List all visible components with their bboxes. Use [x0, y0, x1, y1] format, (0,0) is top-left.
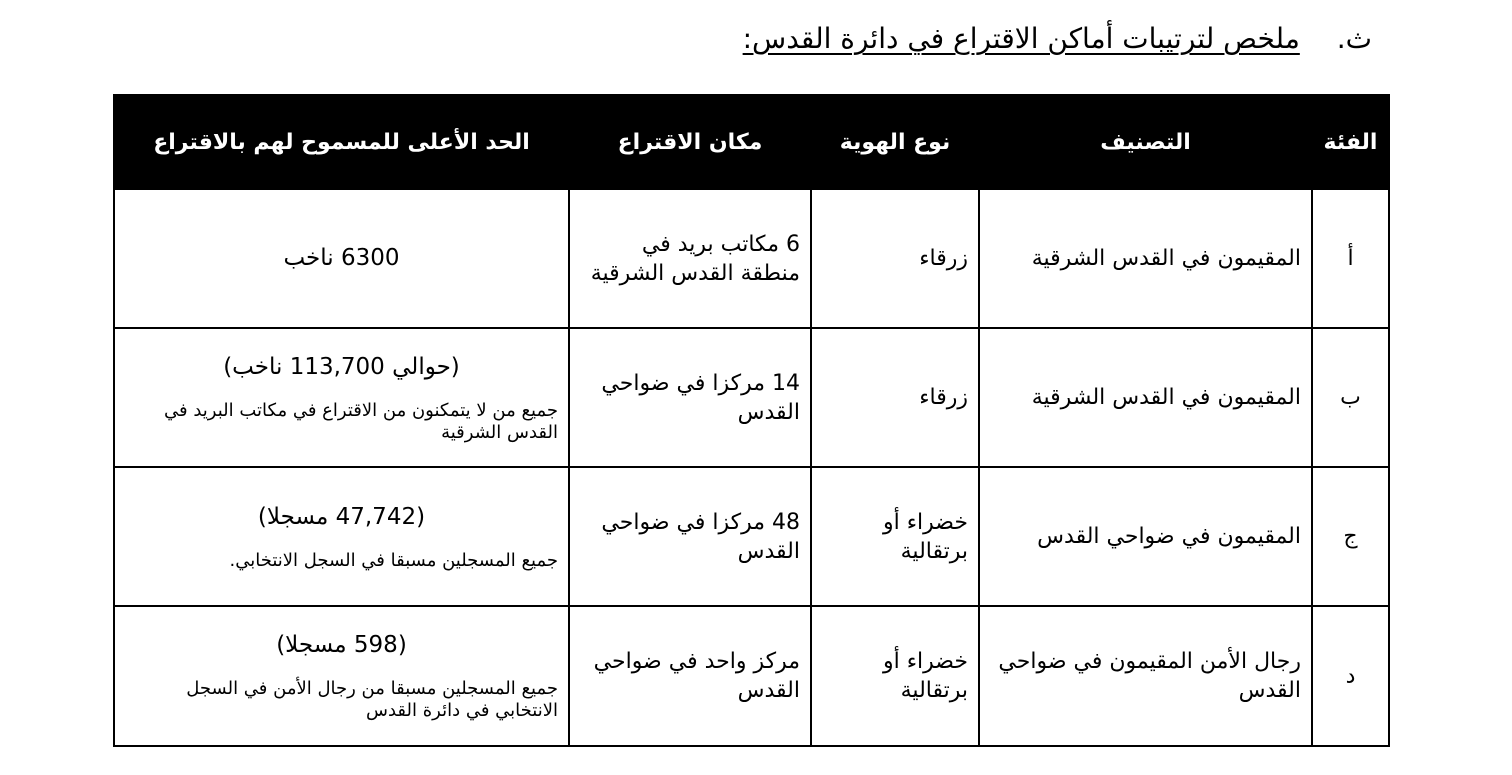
- header-id-type: نوع الهوية: [811, 95, 979, 189]
- table-header-row: [114, 95, 1389, 189]
- max-allowed-note: جميع المسجلين مسبقا من رجال الأمن في السجل الانتخابي في دائرة القدس: [186, 678, 558, 721]
- polling-place-cell: 48 مركزا في ضواحي القدس: [569, 467, 811, 606]
- section-title: ملخص لترتيبات أماكن الاقتراع في دائرة القدس:: [742, 22, 1300, 55]
- polling-arrangements-table: [113, 94, 1390, 747]
- table-row: [114, 606, 1389, 746]
- classification-cell: المقيمون في القدس الشرقية: [979, 189, 1312, 328]
- classification-cell: المقيمون في القدس الشرقية: [979, 328, 1312, 467]
- header-category: الفئة: [1312, 95, 1389, 189]
- table-row: [114, 189, 1389, 328]
- category-cell: أ: [1312, 189, 1389, 328]
- table-row: [114, 328, 1389, 467]
- max-allowed-note: جميع المسجلين مسبقا في السجل الانتخابي.: [229, 549, 558, 571]
- id-type-cell: زرقاء: [811, 189, 979, 328]
- max-allowed-main: (598 مسجلا): [276, 632, 407, 658]
- header-polling-place: مكان الاقتراع: [569, 95, 811, 189]
- max-allowed-cell: [114, 606, 569, 746]
- max-allowed-main: (47,742 مسجلا): [257, 503, 426, 530]
- max-allowed-note: جميع من لا يتمكنون من الاقتراع في مكاتب البريد في القدس الشرقية: [164, 399, 558, 443]
- id-type-cell: خضراء أو برتقالية: [811, 606, 979, 746]
- header-classification: التصنيف: [979, 95, 1312, 189]
- max-allowed-main: 6300 ناخب: [283, 245, 400, 271]
- polling-place-cell: 6 مكاتب بريد في منطقة القدس الشرقية: [569, 189, 811, 328]
- id-type-cell: خضراء أو برتقالية: [811, 467, 979, 606]
- max-allowed-cell: [114, 328, 569, 467]
- category-cell: د: [1312, 606, 1389, 746]
- table-row: [114, 467, 1389, 606]
- max-allowed-cell: [114, 189, 569, 328]
- section-number: ث.: [1336, 22, 1372, 55]
- classification-cell: المقيمون في ضواحي القدس: [979, 467, 1312, 606]
- category-cell: ج: [1312, 467, 1389, 606]
- polling-place-cell: 14 مركزا في ضواحي القدس: [569, 328, 811, 467]
- polling-place-cell: مركز واحد في ضواحي القدس: [569, 606, 811, 746]
- max-allowed-cell: [114, 467, 569, 606]
- section-heading: [743, 22, 1372, 56]
- max-allowed-main: (حوالي 113,700 ناخب): [223, 353, 460, 380]
- header-max-allowed: الحد الأعلى للمسموح لهم بالاقتراع: [114, 95, 569, 189]
- category-cell: ب: [1312, 328, 1389, 467]
- classification-cell: رجال الأمن المقيمون في ضواحي القدس: [979, 606, 1312, 746]
- id-type-cell: زرقاء: [811, 328, 979, 467]
